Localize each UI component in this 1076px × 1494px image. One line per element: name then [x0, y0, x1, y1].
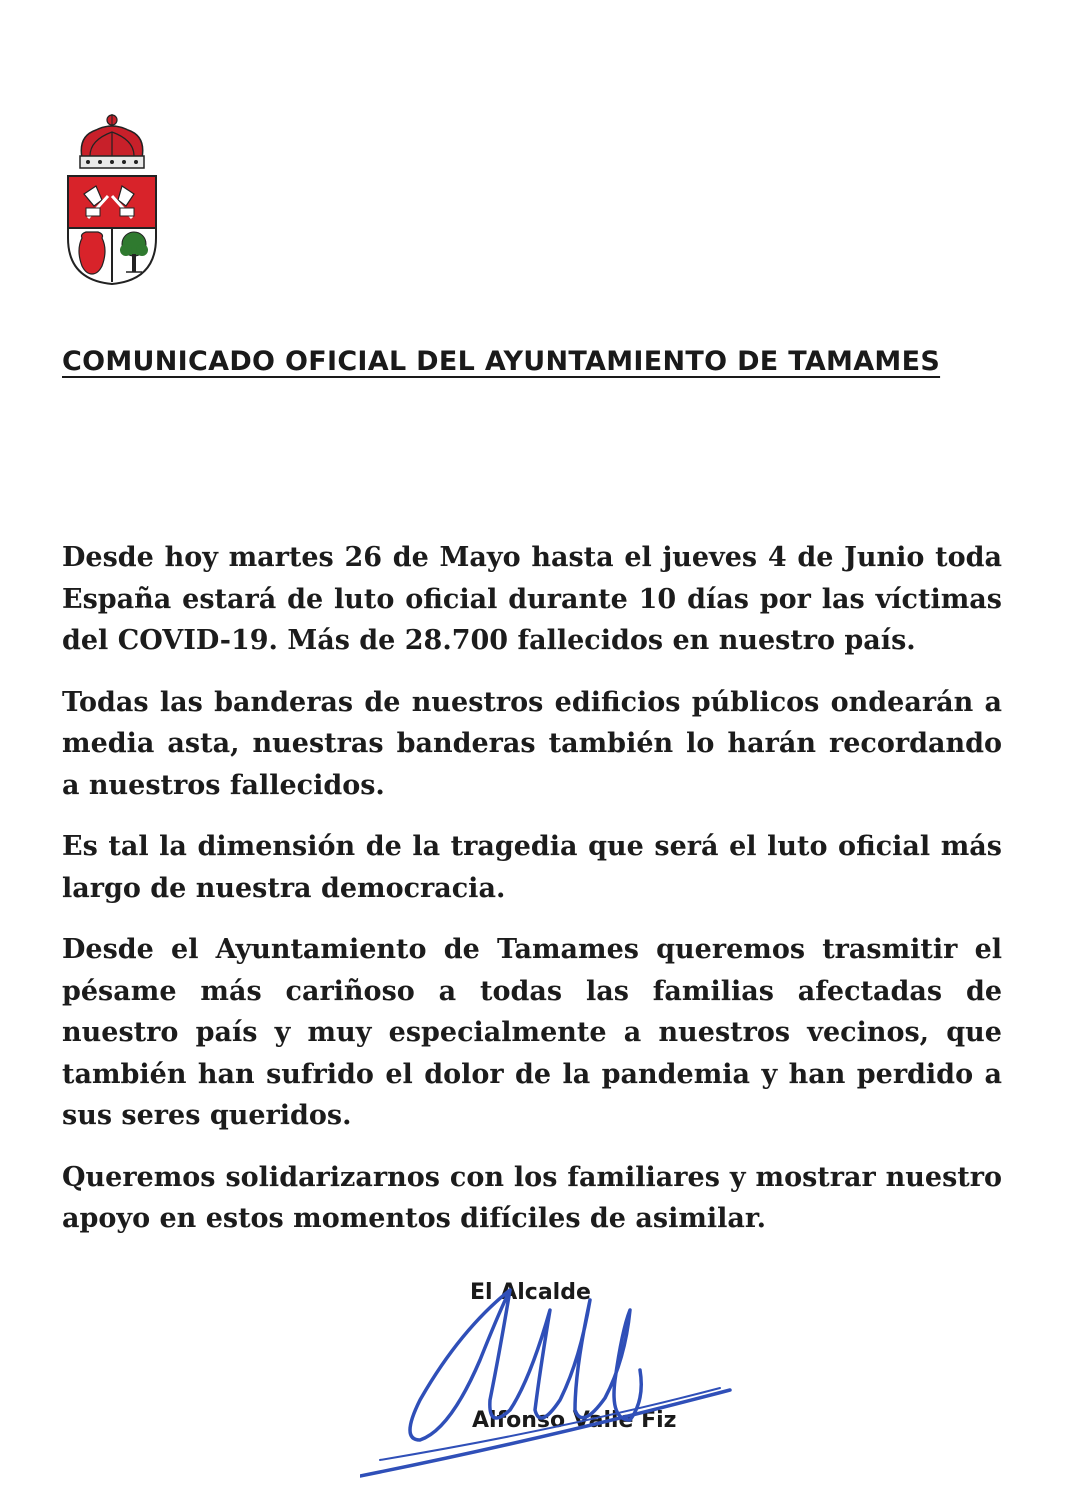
crown-icon	[80, 114, 144, 168]
signature-role: El Alcalde	[470, 1280, 591, 1305]
paragraph-3: Es tal la dimensión de la tragedia que será el luto oficial más largo de nuestra democracia.	[62, 831, 1002, 904]
paragraph-1: Desde hoy martes 26 de Mayo hasta el jueves 4 de Junio toda España estará de luto oficial durante 10 días por las víctimas del COVID-19. Más de 28.700 fallecidos en nuestro país.	[62, 542, 1002, 656]
paragraph-2: Todas las banderas de nuestros edificios públicos ondearán a media asta, nuestras banderas también lo harán recordando a nuestros fallecidos.	[62, 686, 1002, 801]
signature-name: Alfonso Valle Fiz	[472, 1408, 677, 1433]
page-title: COMUNICADO OFICIAL DEL AYUNTAMIENTO DE TAMAMES	[62, 346, 941, 377]
signature-block	[360, 1270, 760, 1490]
handwritten-signature-icon	[360, 1270, 760, 1490]
body-text	[62, 537, 1002, 1260]
coat-of-arms-icon	[60, 110, 164, 288]
paragraph-4: Desde el Ayuntamiento de Tamames queremos trasmitir el pésame más cariñoso a todas las familias afectadas de nuestro país y muy especialmente a nuestros vecinos, que también han sufrido el dolor de la pandemia y han perdido a sus seres queridos.	[62, 934, 1002, 1131]
paragraph-5: Queremos solidarizarnos con los familiares y mostrar nuestro apoyo en estos momentos difíciles de asimilar.	[62, 1161, 1002, 1234]
shield-icon	[68, 176, 156, 284]
